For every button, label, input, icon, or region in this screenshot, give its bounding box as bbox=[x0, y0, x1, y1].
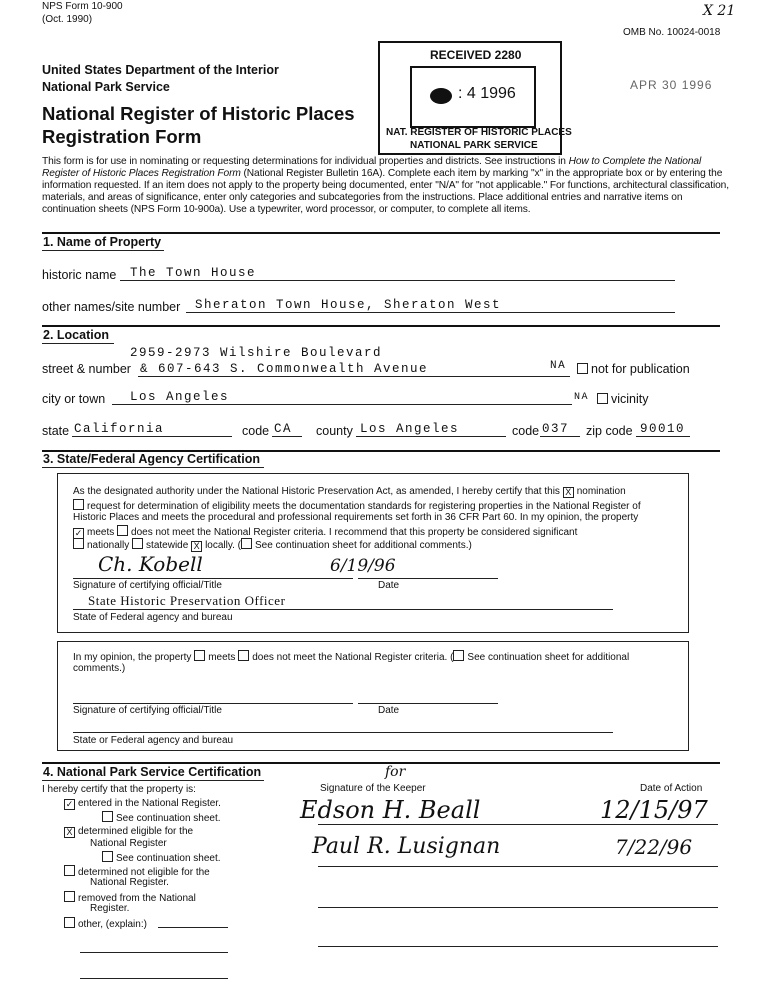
cert-text: request for determination of eligibility meets the documentation standards for registering properties in the National Register of bbox=[87, 501, 641, 512]
official-title[interactable]: State Historic Preservation Officer bbox=[88, 593, 286, 608]
state-label: state bbox=[42, 424, 70, 438]
opinion-box bbox=[57, 641, 689, 751]
nationally-checkbox[interactable] bbox=[73, 538, 84, 549]
stamp-date: : 4 1996 bbox=[458, 85, 516, 102]
stamp-blot bbox=[430, 88, 452, 104]
section-4-heading: 4. National Park Service Certification bbox=[43, 765, 262, 779]
date-label: Date bbox=[378, 580, 400, 591]
city-value[interactable]: Los Angeles bbox=[130, 390, 230, 404]
meets-label: meets bbox=[87, 527, 115, 538]
not-eligible-label: determined not eligible for the bbox=[78, 867, 210, 878]
not-for-publication[interactable] bbox=[577, 362, 690, 376]
statewide-label: statewide bbox=[146, 540, 189, 551]
entered-checkbox[interactable]: ✓ bbox=[65, 799, 74, 809]
opinion-text: In my opinion, the property bbox=[73, 652, 192, 663]
cert-text: does not meet the National Register criteria. I recommend that this property be considered significant bbox=[131, 527, 578, 538]
action-date-2: 7/22/96 bbox=[615, 835, 693, 859]
stamp-line1: NAT. REGISTER OF HISTORIC PLACES bbox=[386, 127, 572, 138]
removed-label-2: Register. bbox=[90, 903, 130, 914]
removed-checkbox[interactable] bbox=[64, 891, 75, 902]
cert-line-1 bbox=[73, 486, 626, 499]
street-line-1[interactable]: 2959-2973 Wilshire Boulevard bbox=[130, 346, 383, 360]
opinion-meets-checkbox[interactable] bbox=[194, 650, 205, 661]
na-publication: NA bbox=[550, 360, 567, 372]
form-date: (Oct. 1990) bbox=[42, 14, 93, 25]
historic-name-label: historic name bbox=[42, 268, 117, 282]
instructions bbox=[42, 156, 734, 216]
state-code-label: code bbox=[242, 424, 270, 438]
entered-label: entered in the National Register. bbox=[78, 798, 221, 809]
zip-value[interactable]: 90010 bbox=[640, 422, 686, 436]
nomination-label: nomination bbox=[576, 486, 626, 497]
other-checkbox[interactable] bbox=[64, 917, 75, 928]
instructions-title: How to Complete the National Register of Historic Places Registration Form bbox=[42, 156, 702, 179]
opinion-line-2: comments.) bbox=[73, 663, 126, 674]
signature-label-2: Signature of certifying official/Title bbox=[73, 705, 222, 716]
omb-number: OMB No. 10024-0018 bbox=[623, 27, 721, 38]
keeper-signature-1: Edson H. Beall bbox=[300, 796, 481, 824]
signature-label: Signature of certifying official/Title bbox=[73, 580, 222, 591]
agency-label: State of Federal agency and bureau bbox=[73, 612, 233, 623]
cert-line-5 bbox=[73, 538, 472, 553]
department: United States Department of the Interior bbox=[42, 63, 279, 77]
eligible-checkbox[interactable]: X bbox=[64, 827, 75, 838]
opinion-not-meet-checkbox[interactable] bbox=[238, 650, 249, 661]
keeper-label: Signature of the Keeper bbox=[320, 783, 426, 794]
nationally-label: nationally bbox=[87, 540, 130, 551]
removed-option[interactable] bbox=[64, 891, 196, 904]
other-option[interactable] bbox=[64, 917, 147, 930]
stamp-received: RECEIVED 2280 bbox=[430, 48, 522, 62]
not-for-publication-label: not for publication bbox=[591, 362, 690, 376]
removed-label: removed from the National bbox=[78, 893, 196, 904]
does-not-meet-checkbox[interactable] bbox=[117, 525, 128, 536]
instructions-text-2: (National Register Bulletin 16A). Complete each item by marking "x" in the appropriate box or by entering the information requested. If an item does not apply to the property being documented, enter "N/A" for "not applicable." For functions, architectural classification, materials, and areas of significance, enter only categories and subcategories from the instructions. Place additional entries and narrative items on continuation sheets (NPS Form 10-900a). Use a typewriter, word processor, or computer, to complete all items. bbox=[42, 168, 729, 215]
page-subtitle: Registration Form bbox=[42, 126, 202, 147]
section-2-heading: 2. Location bbox=[43, 328, 109, 342]
opinion-line-1 bbox=[73, 650, 629, 665]
vicinity-checkbox[interactable] bbox=[597, 393, 608, 404]
page-title: National Register of Historic Places bbox=[42, 103, 355, 124]
opinion-continuation-checkbox[interactable] bbox=[453, 650, 464, 661]
date-stamp: APR 30 1996 bbox=[630, 78, 713, 92]
not-eligible-label-2: National Register. bbox=[90, 877, 169, 888]
continuation-label: See continuation sheet for additional comments.) bbox=[255, 540, 472, 551]
cert-line-3: Historic Places and meets the procedural and professional requirements set forth in 36 CFR Part 60. In my opinion, the property bbox=[73, 512, 639, 523]
statewide-checkbox[interactable] bbox=[132, 538, 143, 549]
historic-name-value[interactable]: The Town House bbox=[130, 266, 257, 280]
agency-label-2: State or Federal agency and bureau bbox=[73, 735, 234, 746]
corner-mark: X 21 bbox=[703, 3, 736, 19]
other-names-value[interactable]: Sheraton Town House, Sheraton West bbox=[195, 298, 502, 312]
not-for-publication-checkbox[interactable] bbox=[577, 363, 588, 374]
section-1-heading: 1. Name of Property bbox=[43, 235, 162, 249]
meets-checkbox[interactable]: ✓ bbox=[74, 528, 83, 538]
locally-checkbox[interactable]: X bbox=[191, 541, 202, 552]
locally-label: locally. ( bbox=[205, 540, 242, 551]
county-code-label: code bbox=[512, 424, 540, 438]
county-value[interactable]: Los Angeles bbox=[360, 422, 460, 436]
zip-label: zip code bbox=[586, 424, 633, 438]
keeper-signature-2: Paul R. Lusignan bbox=[312, 834, 501, 859]
nomination-checkbox[interactable]: X bbox=[563, 487, 574, 498]
instructions-text: This form is for use in nominating or requesting determinations for individual properties and districts. See instructions in bbox=[42, 156, 569, 167]
entered-option[interactable] bbox=[64, 798, 221, 810]
county-label: county bbox=[316, 424, 353, 438]
street-line-2[interactable]: & 607-643 S. Commonwealth Avenue bbox=[140, 362, 429, 376]
stamp-line2: NATIONAL PARK SERVICE bbox=[410, 140, 538, 151]
not-eligible-checkbox[interactable] bbox=[64, 865, 75, 876]
vicinity[interactable] bbox=[597, 392, 649, 406]
for-note: for bbox=[385, 764, 406, 780]
other-names-label: other names/site number bbox=[42, 300, 181, 314]
date-action-label: Date of Action bbox=[640, 783, 703, 794]
eligible-label-2: National Register bbox=[90, 838, 167, 849]
opinion-meets-label: meets bbox=[208, 652, 236, 663]
cert-text: As the designated authority under the National Historic Preservation Act, as amended, I hereby certify that this bbox=[73, 486, 560, 497]
opinion-text-3: See continuation sheet for additional bbox=[467, 652, 630, 663]
see-continuation-1[interactable] bbox=[102, 811, 221, 824]
received-stamp bbox=[378, 41, 572, 155]
county-code-value[interactable]: 037 bbox=[542, 422, 570, 436]
state-certification-box bbox=[57, 473, 689, 633]
eligible-label: determined eligible for the bbox=[78, 826, 194, 837]
other-label: other, (explain:) bbox=[78, 919, 147, 930]
request-checkbox[interactable] bbox=[73, 499, 84, 510]
action-date-1: 12/15/97 bbox=[600, 796, 708, 824]
state-value[interactable]: California bbox=[74, 422, 165, 436]
section-4-intro: I hereby certify that the property is: bbox=[42, 784, 196, 795]
section-3-heading: 3. State/Federal Agency Certification bbox=[43, 452, 260, 466]
continuation-checkbox[interactable] bbox=[241, 538, 252, 549]
street-label: street & number bbox=[42, 362, 131, 376]
see-continuation-2-checkbox[interactable] bbox=[102, 851, 113, 862]
see-continuation-2[interactable] bbox=[102, 851, 221, 864]
see-continuation-1-checkbox[interactable] bbox=[102, 811, 113, 822]
vicinity-label: vicinity bbox=[611, 392, 649, 406]
agency: National Park Service bbox=[42, 80, 170, 94]
certifying-signature: Ch. Kobell bbox=[98, 552, 203, 576]
na-vicinity: NA bbox=[574, 392, 590, 403]
see-continuation-1-label: See continuation sheet. bbox=[116, 813, 221, 824]
see-continuation-2-label: See continuation sheet. bbox=[116, 853, 221, 864]
form-number: NPS Form 10-900 bbox=[42, 1, 123, 12]
city-label: city or town bbox=[42, 392, 106, 406]
eligible-option[interactable] bbox=[64, 826, 193, 838]
state-code-value[interactable]: CA bbox=[274, 422, 293, 436]
opinion-text-2: does not meet the National Register criteria. ( bbox=[252, 652, 454, 663]
date-label-2: Date bbox=[378, 705, 400, 716]
certifying-date: 6/19/96 bbox=[330, 556, 396, 576]
